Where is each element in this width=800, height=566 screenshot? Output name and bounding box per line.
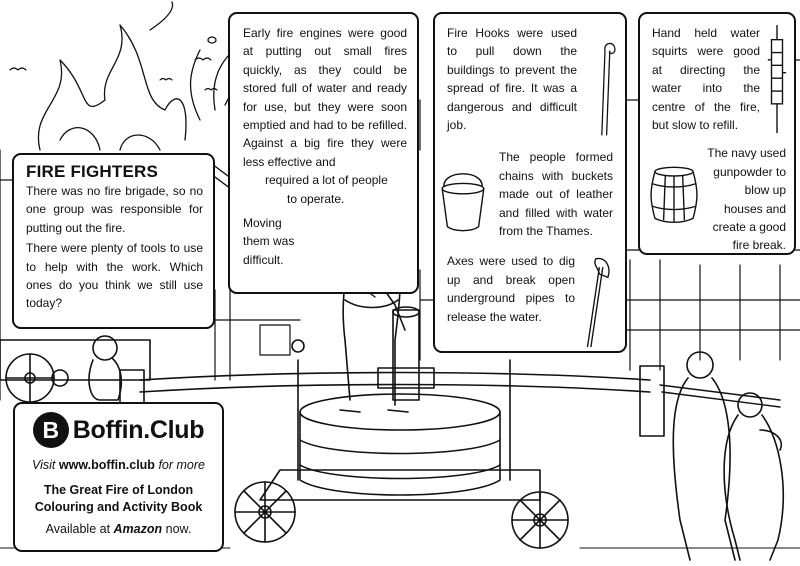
visit-prefix: Visit — [32, 458, 56, 472]
fire-engines-line3: to operate. — [287, 191, 345, 206]
fire-fighters-title: FIRE FIGHTERS — [26, 162, 158, 181]
navy-text: The navy used gunpowder to blow up houses and create a good fire break. — [707, 146, 786, 253]
buckets-text: The people formed chains with buckets made out of leather and filled with water from the Thames. — [499, 150, 613, 239]
boffin-logo-icon: B — [33, 412, 69, 448]
available-store[interactable]: Amazon — [113, 522, 163, 537]
gunpowder-barrel-icon — [648, 164, 700, 226]
water-cart — [0, 336, 150, 402]
book-title-line1: The Great Fire of London — [43, 483, 194, 498]
visit-suffix: for more — [158, 458, 205, 472]
water-squirts-text: Hand held water squirts were good at directing the water into the centre of the fire, but slow to refill. — [652, 26, 760, 133]
fire-engines-moving: Moving them was difficult. — [243, 216, 295, 267]
fire-engines-box — [228, 12, 419, 294]
water-squirt-icon — [766, 24, 788, 136]
flames — [38, 2, 186, 150]
fire-engines-para: Early fire engines were good at putting out small fires quickly, as they could be stored full of water and ready for use, but they were soon emptied and had to be refilled. Against a big fire they were less effective and — [243, 26, 407, 169]
fire-engines-line2: required a lot of people — [265, 173, 388, 188]
bucket-icon — [437, 162, 489, 236]
axe-icon — [579, 254, 613, 350]
birds — [10, 58, 217, 90]
fire-hooks-text: Fire Hooks were used to pull down the buildings to prevent the spread of fire. It was a dangerous and difficult job. — [447, 26, 577, 133]
men-carrying — [660, 352, 783, 560]
fire-fighters-para1: There was no fire brigade, so no one group was responsible for putting out the fire. — [26, 184, 203, 235]
visit-url[interactable]: www.boffin.club — [58, 458, 155, 472]
fire-hook-icon — [597, 30, 621, 148]
fire-fighters-box — [12, 153, 215, 329]
axes-text: Axes were used to dig up and break open underground pipes to release the water. — [447, 254, 575, 324]
tools-box — [433, 12, 627, 353]
available-line — [21, 520, 216, 538]
squirts-box — [638, 12, 796, 255]
boffin-logo-text: Boffin.Club — [72, 415, 205, 444]
available-prefix: Available at — [45, 522, 111, 537]
visit-line — [21, 456, 216, 474]
boffin-logo — [21, 412, 216, 448]
promo-box — [13, 402, 224, 552]
book-title-line2: Colouring and Activity Book — [34, 500, 203, 515]
fire-fighters-para2: There were plenty of tools to use to help with the work. Which ones do you think we still use today? — [26, 241, 203, 311]
available-suffix: now. — [165, 522, 192, 537]
